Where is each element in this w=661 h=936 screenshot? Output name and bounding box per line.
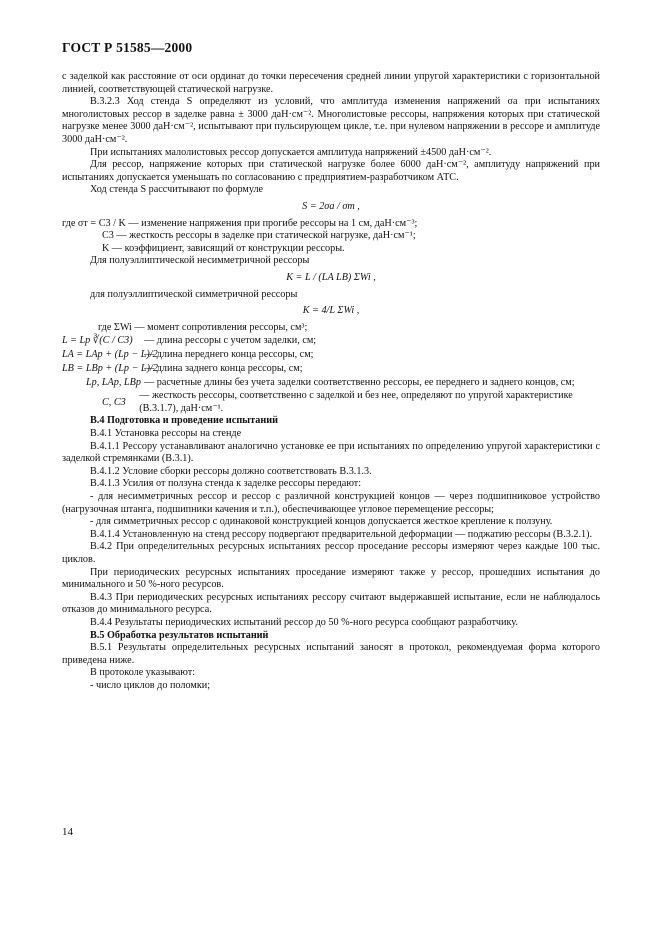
paragraph: В.4.1.1 Рессору устанавливают аналогично установке ее при испытаниях по определению упругой характеристики с заделкой стремянками (В.3.1). xyxy=(62,440,600,465)
paragraph: При периодических ресурсных испытаниях проседание измеряют также у рессор, прошедших испытания до минимального и 50 %-ного ресурсов. xyxy=(62,566,600,591)
paragraph: Для рессор, напряжение которых при статической нагрузке более 6000 даН·см⁻², амплитуду напряжений при испытаниях допускается уменьшать по согласованию с предприятием-разработчиком АТС. xyxy=(62,159,600,183)
formula-k-asym: K = L / (LA LB) ΣWi , xyxy=(286,271,376,283)
page-number: 14 xyxy=(62,826,73,838)
definition: где σт = С3 / K — изменение напряжения при прогибе рессоры на 1 см, даН·см⁻³; xyxy=(62,217,418,229)
paragraph: В.4.1.4 Установленную на стенд рессору подвергают предварительной деформации — поджатию рессоры (В.3.2.1). xyxy=(90,528,593,540)
paragraph: При испытаниях малолистовых рессор допускается амплитуда напряжений ±4500 даН·см⁻². xyxy=(90,146,492,158)
definition-row: Lр, LAр, LBр — расчетные длины без учета заделки соответственно рессоры, ее переднего и заднего концов, см; xyxy=(86,376,575,388)
section-heading: В.4 Подготовка и проведение испытаний xyxy=(90,415,278,427)
definition-row: C, C3 — жесткость рессоры, соответственно с заделкой и без нее, определяют по упругой характеристике (В.3.1.7), даН·см⁻¹. xyxy=(102,390,573,414)
paragraph: В.4.1.2 Условие сборки рессоры должно соответствовать В.3.1.3. xyxy=(90,465,372,477)
definition-row: LA = LAр + (Lр − L)/2 — длина переднего конца рессоры, см; xyxy=(62,348,314,360)
definition: С3 — жесткость рессоры в заделке при статической нагрузке, даН·см⁻¹; xyxy=(102,230,416,242)
document-body xyxy=(62,71,600,693)
definition: где ΣWi — момент сопротивления рессоры, см³; xyxy=(98,321,308,333)
paragraph: для полуэллиптической симметричной рессоры xyxy=(90,288,298,300)
definition-row: LB = LBр + (Lр − L)/2 — длина заднего конца рессоры, см; xyxy=(62,362,303,374)
paragraph: - число циклов до поломки; xyxy=(90,679,211,691)
paragraph: В.4.2 При определительных ресурсных испытаниях рессор проседание рессоры измеряют через каждые 100 тыс. циклов. xyxy=(62,541,600,565)
paragraph: В.3.2.3 Ход стенда S определяют из условий, что амплитуда изменения напряжений σа при испытаниях многолистовых рессор в заделке равна ± 3000 даН·см⁻². Многолистовые рессоры, напряжения которых при статической нагрузке менее 3000 даН·см⁻², испытывают при пульсирующем цикле, т.е. при нулевом напряжении в рессоре и амплитуде 3000 даН·см⁻². xyxy=(62,96,600,145)
paragraph: В протоколе указывают: xyxy=(90,667,196,679)
formula-k-sym: K = 4/L ΣWi , xyxy=(302,305,360,317)
paragraph: Для полуэллиптической несимметричной рессоры xyxy=(90,255,310,267)
paragraph: с заделкой как расстояние от оси ординат до точки пересечения средней линии упругой характеристики с горизонтальной линией, соответствующей статической нагрузке. xyxy=(62,71,600,95)
paragraph: В.4.1 Установка рессоры на стенде xyxy=(90,428,242,440)
section-heading: В.5 Обработка результатов испытаний xyxy=(90,629,269,641)
paragraph: - для несимметричных рессор и рессор с различной конструкцией концов — через подшипниковое устройство (нагрузочная штанга, подшипники качения и т.п.), обеспечивающее угловое перемещение рессоры; xyxy=(62,491,600,515)
paragraph: - для симметричных рессор с одинаковой конструкцией концов допускается жесткое крепление к ползуну. xyxy=(90,516,553,528)
paragraph: В.5.1 Результаты определительных ресурсных испытаний заносят в протокол, рекомендуемая форма которого приведена ниже. xyxy=(62,642,600,666)
definition: K — коэффициент, зависящий от конструкции рессоры. xyxy=(102,242,345,254)
document-header: ГОСТ Р 51585—2000 xyxy=(62,40,193,55)
paragraph: В.4.1.3 Усилия от ползуна стенда к заделке рессоры передают: xyxy=(90,478,362,490)
formula-s: S = 2σа / σт , xyxy=(302,200,360,212)
paragraph: Ход стенда S рассчитывают по формуле xyxy=(90,184,264,196)
paragraph: В.4.3 При периодических ресурсных испытаниях рессору считают выдержавшей испытание, если не наблюдалось отказов до минимального ресурса. xyxy=(62,591,600,616)
paragraph: В.4.4 Результаты периодических испытаний рессор до 50 %-ного ресурса сообщают разработчику. xyxy=(90,616,518,628)
definition-row: L = Lр ∛(C / C3) — длина рессоры с учетом заделки, см; xyxy=(62,334,317,346)
